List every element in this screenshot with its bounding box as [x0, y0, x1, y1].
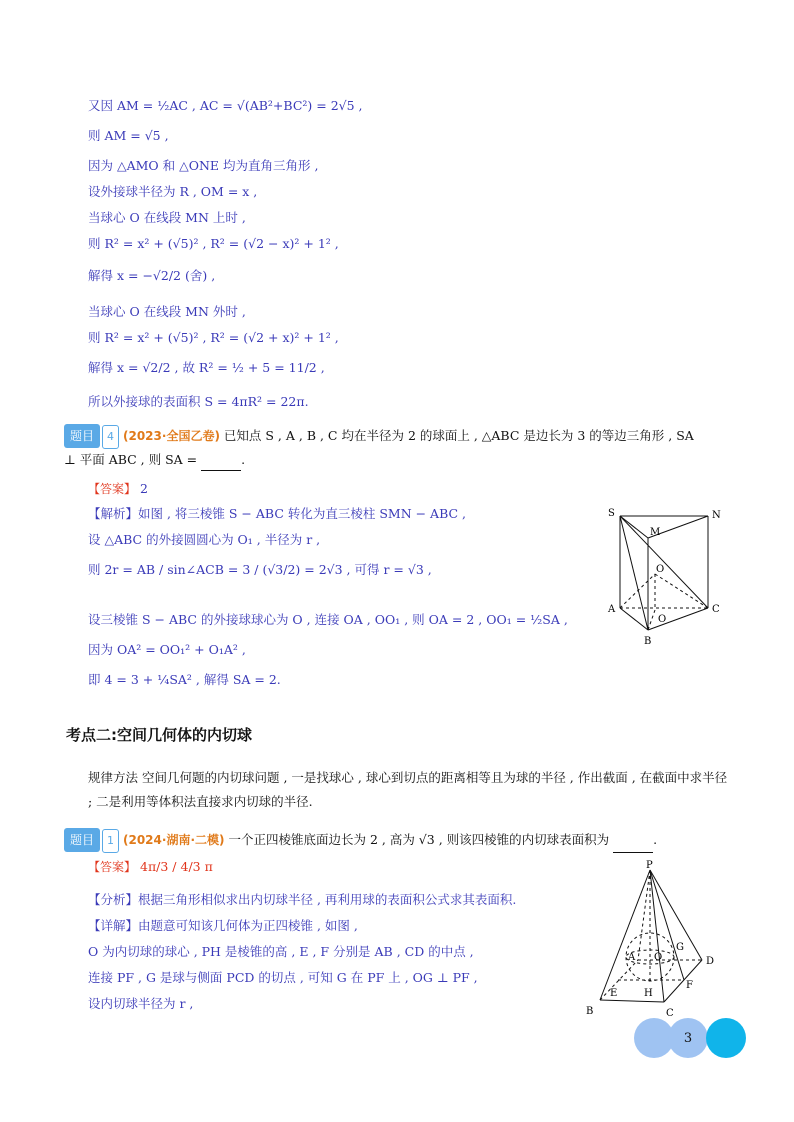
question-source: (2024·湖南·二模): [123, 833, 225, 847]
label-A: A: [608, 604, 616, 615]
answer-label: 【答案】: [88, 482, 137, 496]
label-H: H: [644, 988, 653, 999]
label-C: C: [712, 604, 720, 615]
label-D: D: [706, 956, 715, 967]
sol-line-3: 因为 △AMO 和 △ONE 均为直角三角形 ,: [88, 158, 319, 173]
label-O1: O: [658, 614, 667, 625]
label-O: O: [656, 564, 665, 575]
label-M: M: [650, 527, 661, 538]
question-end-dot: .: [653, 832, 658, 847]
q4-sol-3: 则 2r = AB / sin∠ACB = 3 / (√3/2) = 2√3 , 可得 r = √3 ,: [88, 562, 432, 577]
sol-line-6: 则 R² = x² + (√5)² , R² = (√2 − x)² + 1² ,: [88, 236, 339, 251]
question-number: 4: [102, 425, 119, 449]
question-number: 1: [102, 829, 119, 853]
label-S: S: [608, 508, 615, 519]
q4-sol-4: 设三棱锥 S − ABC 的外接球球心为 O , 连接 OA , OO₁ , 则 OA = 2 , OO₁ = ½SA ,: [88, 612, 568, 627]
question-4: [64, 424, 724, 471]
sol-line-11: 所以外接球的表面积 S = 4πR² = 22π.: [88, 394, 309, 409]
label-C: C: [666, 1008, 674, 1019]
q1-detail-1: 【详解】由题意可知该几何体为正四棱锥 , 如图 ,: [88, 918, 358, 933]
page-bubble-right: [706, 1018, 746, 1058]
q4-sol-5: 因为 OA² = OO₁² + O₁A² ,: [88, 642, 246, 657]
answer-label: 【答案】: [88, 860, 137, 874]
method-text: 规律方法 空间几何题的内切球问题 , 一是找球心 , 球心到切点的距离相等且为球的半径 , 作出截面 , 在截面中求半径 ; 二是利用等体积法直接求内切球的半径.: [88, 770, 728, 809]
answer-blank: [201, 458, 241, 471]
pyramid-figure: [580, 860, 730, 1024]
answer-value: 4π/3 / 4/3 π: [140, 859, 213, 874]
label-A: A: [628, 952, 636, 963]
page-number: 3: [668, 1018, 708, 1058]
q4-sol-2: 设 △ABC 的外接圆圆心为 O₁ , 半径为 r ,: [88, 532, 321, 547]
prism-figure: [600, 502, 730, 652]
answer-value: 2: [140, 481, 148, 496]
q1-detail-4: 设内切球半径为 r ,: [88, 996, 194, 1011]
label-E: E: [610, 988, 618, 999]
sol-line-8: 当球心 O 在线段 MN 外时 ,: [88, 304, 246, 319]
label-B: B: [586, 1006, 594, 1017]
section-title: 考点二:空间几何体的内切球: [66, 726, 252, 744]
question-tag: 题目: [64, 828, 100, 852]
question-source: (2023·全国乙卷): [123, 429, 220, 443]
sol-line-2: 则 AM = √5 ,: [88, 128, 169, 143]
q4-sol-1: 【解析】如图 , 将三棱锥 S − ABC 转化为直三棱柱 SMN − ABC ,: [88, 506, 467, 521]
q1-analysis: 【分析】根据三角形相似求出内切球半径 , 再利用球的表面积公式求其表面积.: [88, 892, 517, 907]
label-B: B: [644, 636, 652, 647]
label-G: G: [676, 942, 684, 953]
q4-sol-6: 即 4 = 3 + ¼SA² , 解得 SA = 2.: [88, 672, 281, 687]
question-1: [64, 828, 744, 853]
answer-blank: [613, 840, 653, 853]
q1-detail-3: 连接 PF , G 是球与侧面 PCD 的切点 , 可知 G 在 PF 上 , OG ⊥ PF ,: [88, 970, 478, 985]
sol-line-1: 又因 AM = ½AC , AC = √(AB²+BC²) = 2√5 ,: [88, 98, 363, 113]
q1-answer-row: [88, 858, 213, 875]
label-P: P: [646, 860, 653, 871]
sol-line-9: 则 R² = x² + (√5)² , R² = (√2 + x)² + 1² ,: [88, 330, 339, 345]
sol-line-7: 解得 x = −√2/2 (舍) ,: [88, 268, 216, 283]
sol-line-4: 设外接球半径为 R , OM = x ,: [88, 184, 258, 199]
label-O: O: [654, 952, 663, 963]
question-end-dot: .: [241, 452, 246, 467]
sol-line-5: 当球心 O 在线段 MN 上时 ,: [88, 210, 246, 225]
q4-answer-row: [88, 480, 148, 497]
question-text-line2: ⊥ 平面 ABC , 则 SA =: [64, 452, 198, 467]
question-text-line1: 已知点 S , A , B , C 均在半径为 2 的球面上 , △ABC 是边长为 3 的等边三角形 , SA: [223, 428, 694, 443]
label-F: F: [686, 980, 693, 991]
q1-detail-2: O 为内切球的球心 , PH 是棱锥的高 , E , F 分别是 AB , CD 的中点 ,: [88, 944, 474, 959]
question-text: 一个正四棱锥底面边长为 2 , 高为 √3 , 则该四棱锥的内切球表面积为: [228, 832, 610, 847]
label-N: N: [712, 510, 721, 521]
question-tag: 题目: [64, 424, 100, 448]
sol-line-10: 解得 x = √2/2 , 故 R² = ½ + 5 = 11/2 ,: [88, 360, 325, 375]
